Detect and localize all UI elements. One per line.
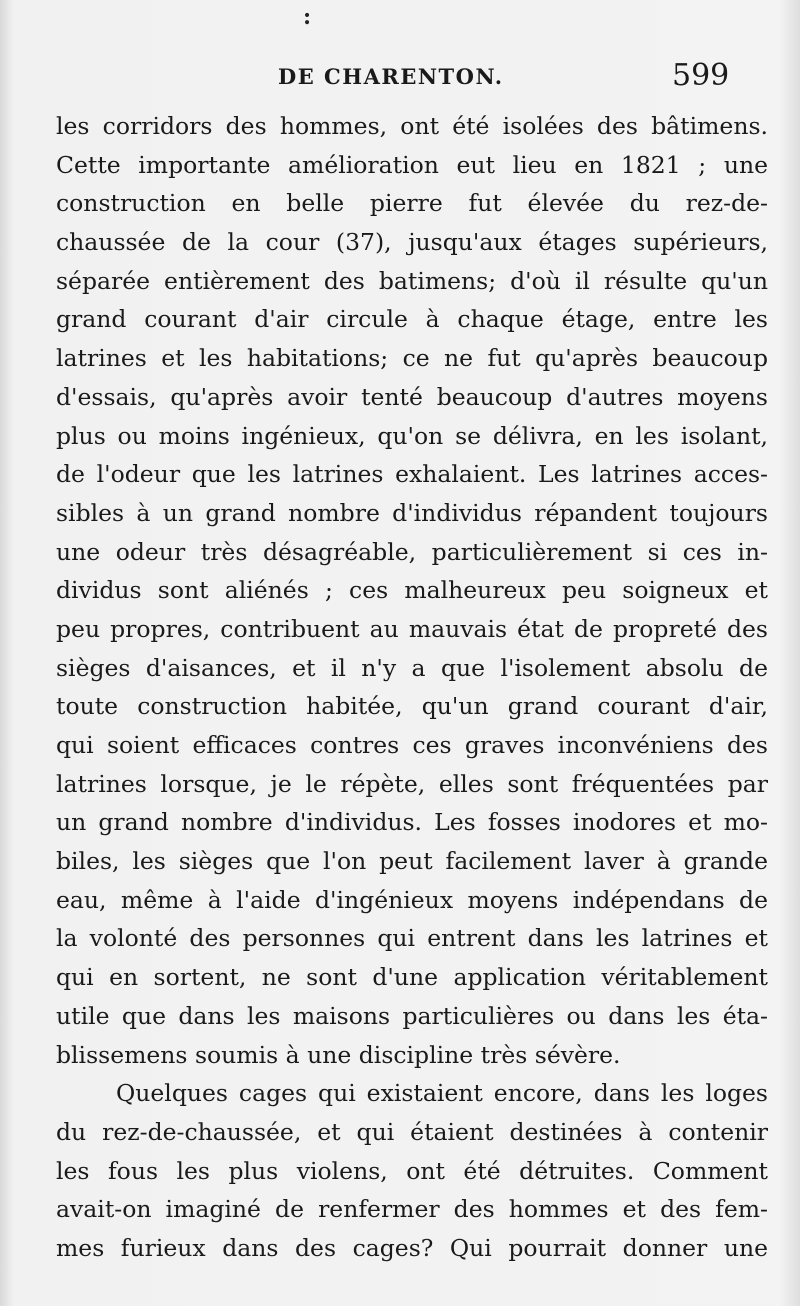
text-line: biles, les sièges que l'on peut facilement laver à grande xyxy=(56,847,768,876)
text-line: latrines et les habitations; ce ne fut qu'après beaucoup xyxy=(56,344,768,373)
text-line: utile que dans les maisons particulières ou dans les éta- xyxy=(56,1001,768,1030)
text-line: sièges d'aisances, et il n'y a que l'isolement absolu de xyxy=(56,653,768,682)
text-line: la volonté des personnes qui entrent dans les latrines et xyxy=(56,924,768,953)
text-line: sibles à un grand nombre d'individus répandent toujours xyxy=(56,498,768,527)
body-text xyxy=(56,107,768,1268)
paragraph-2 xyxy=(56,1074,768,1267)
top-mark: : xyxy=(303,4,312,30)
text-line: séparée entièrement des batimens; d'où il résulte qu'un xyxy=(56,266,768,295)
text-line: les fous les plus violens, ont été détruites. Comment xyxy=(56,1156,768,1185)
text-line: de l'odeur que les latrines exhalaient. Les latrines acces- xyxy=(56,460,768,489)
text-line: peu propres, contribuent au mauvais état de propreté des xyxy=(56,614,768,643)
text-line: toute construction habitée, qu'un grand courant d'air, xyxy=(56,692,768,721)
text-line: un grand nombre d'individus. Les fosses inodores et mo- xyxy=(56,808,768,837)
text-line: qui en sortent, ne sont d'une application véritablement xyxy=(56,963,768,992)
text-line: d'essais, qu'après avoir tenté beaucoup d'autres moyens xyxy=(56,382,768,411)
text-line: les corridors des hommes, ont été isolées des bâtimens. xyxy=(56,112,768,140)
text-line: chaussée de la cour (37), jusqu'aux étages supérieurs, xyxy=(56,228,768,257)
text-line: qui soient efficaces contres ces graves inconvéniens des xyxy=(56,731,768,759)
page-header xyxy=(0,52,800,102)
text-line: Quelques cages qui existaient encore, dans les loges xyxy=(116,1079,768,1108)
text-line: construction en belle pierre fut élevée du rez-de- xyxy=(56,189,768,218)
text-line: plus ou moins ingénieux, qu'on se délivra, en les isolant, xyxy=(56,421,768,450)
text-line: avait-on imaginé de renfermer des hommes et des fem- xyxy=(56,1195,768,1224)
running-head: DE CHARENTON. xyxy=(278,64,504,89)
text-line: grand courant d'air circule à chaque étage, entre les xyxy=(56,305,768,334)
text-line: mes furieux dans des cages? Qui pourrait donner une xyxy=(56,1233,768,1262)
text-line: dividus sont aliénés ; ces malheureux peu soigneux et xyxy=(56,576,768,605)
page-number: 599 xyxy=(672,58,730,93)
text-line: blissemens soumis à une discipline très sévère. xyxy=(56,1040,621,1069)
text-line: eau, même à l'aide d'ingénieux moyens indépendans de xyxy=(56,885,768,914)
text-line: une odeur très désagréable, particulièrement si ces in- xyxy=(56,537,768,566)
paragraph-1 xyxy=(56,107,768,1074)
text-line: latrines lorsque, je le répète, elles sont fréquentées par xyxy=(56,769,768,798)
text-line: Cette importante amélioration eut lieu en 1821 ; une xyxy=(56,150,768,179)
text-line: du rez-de-chaussée, et qui étaient destinées à contenir xyxy=(56,1117,768,1146)
